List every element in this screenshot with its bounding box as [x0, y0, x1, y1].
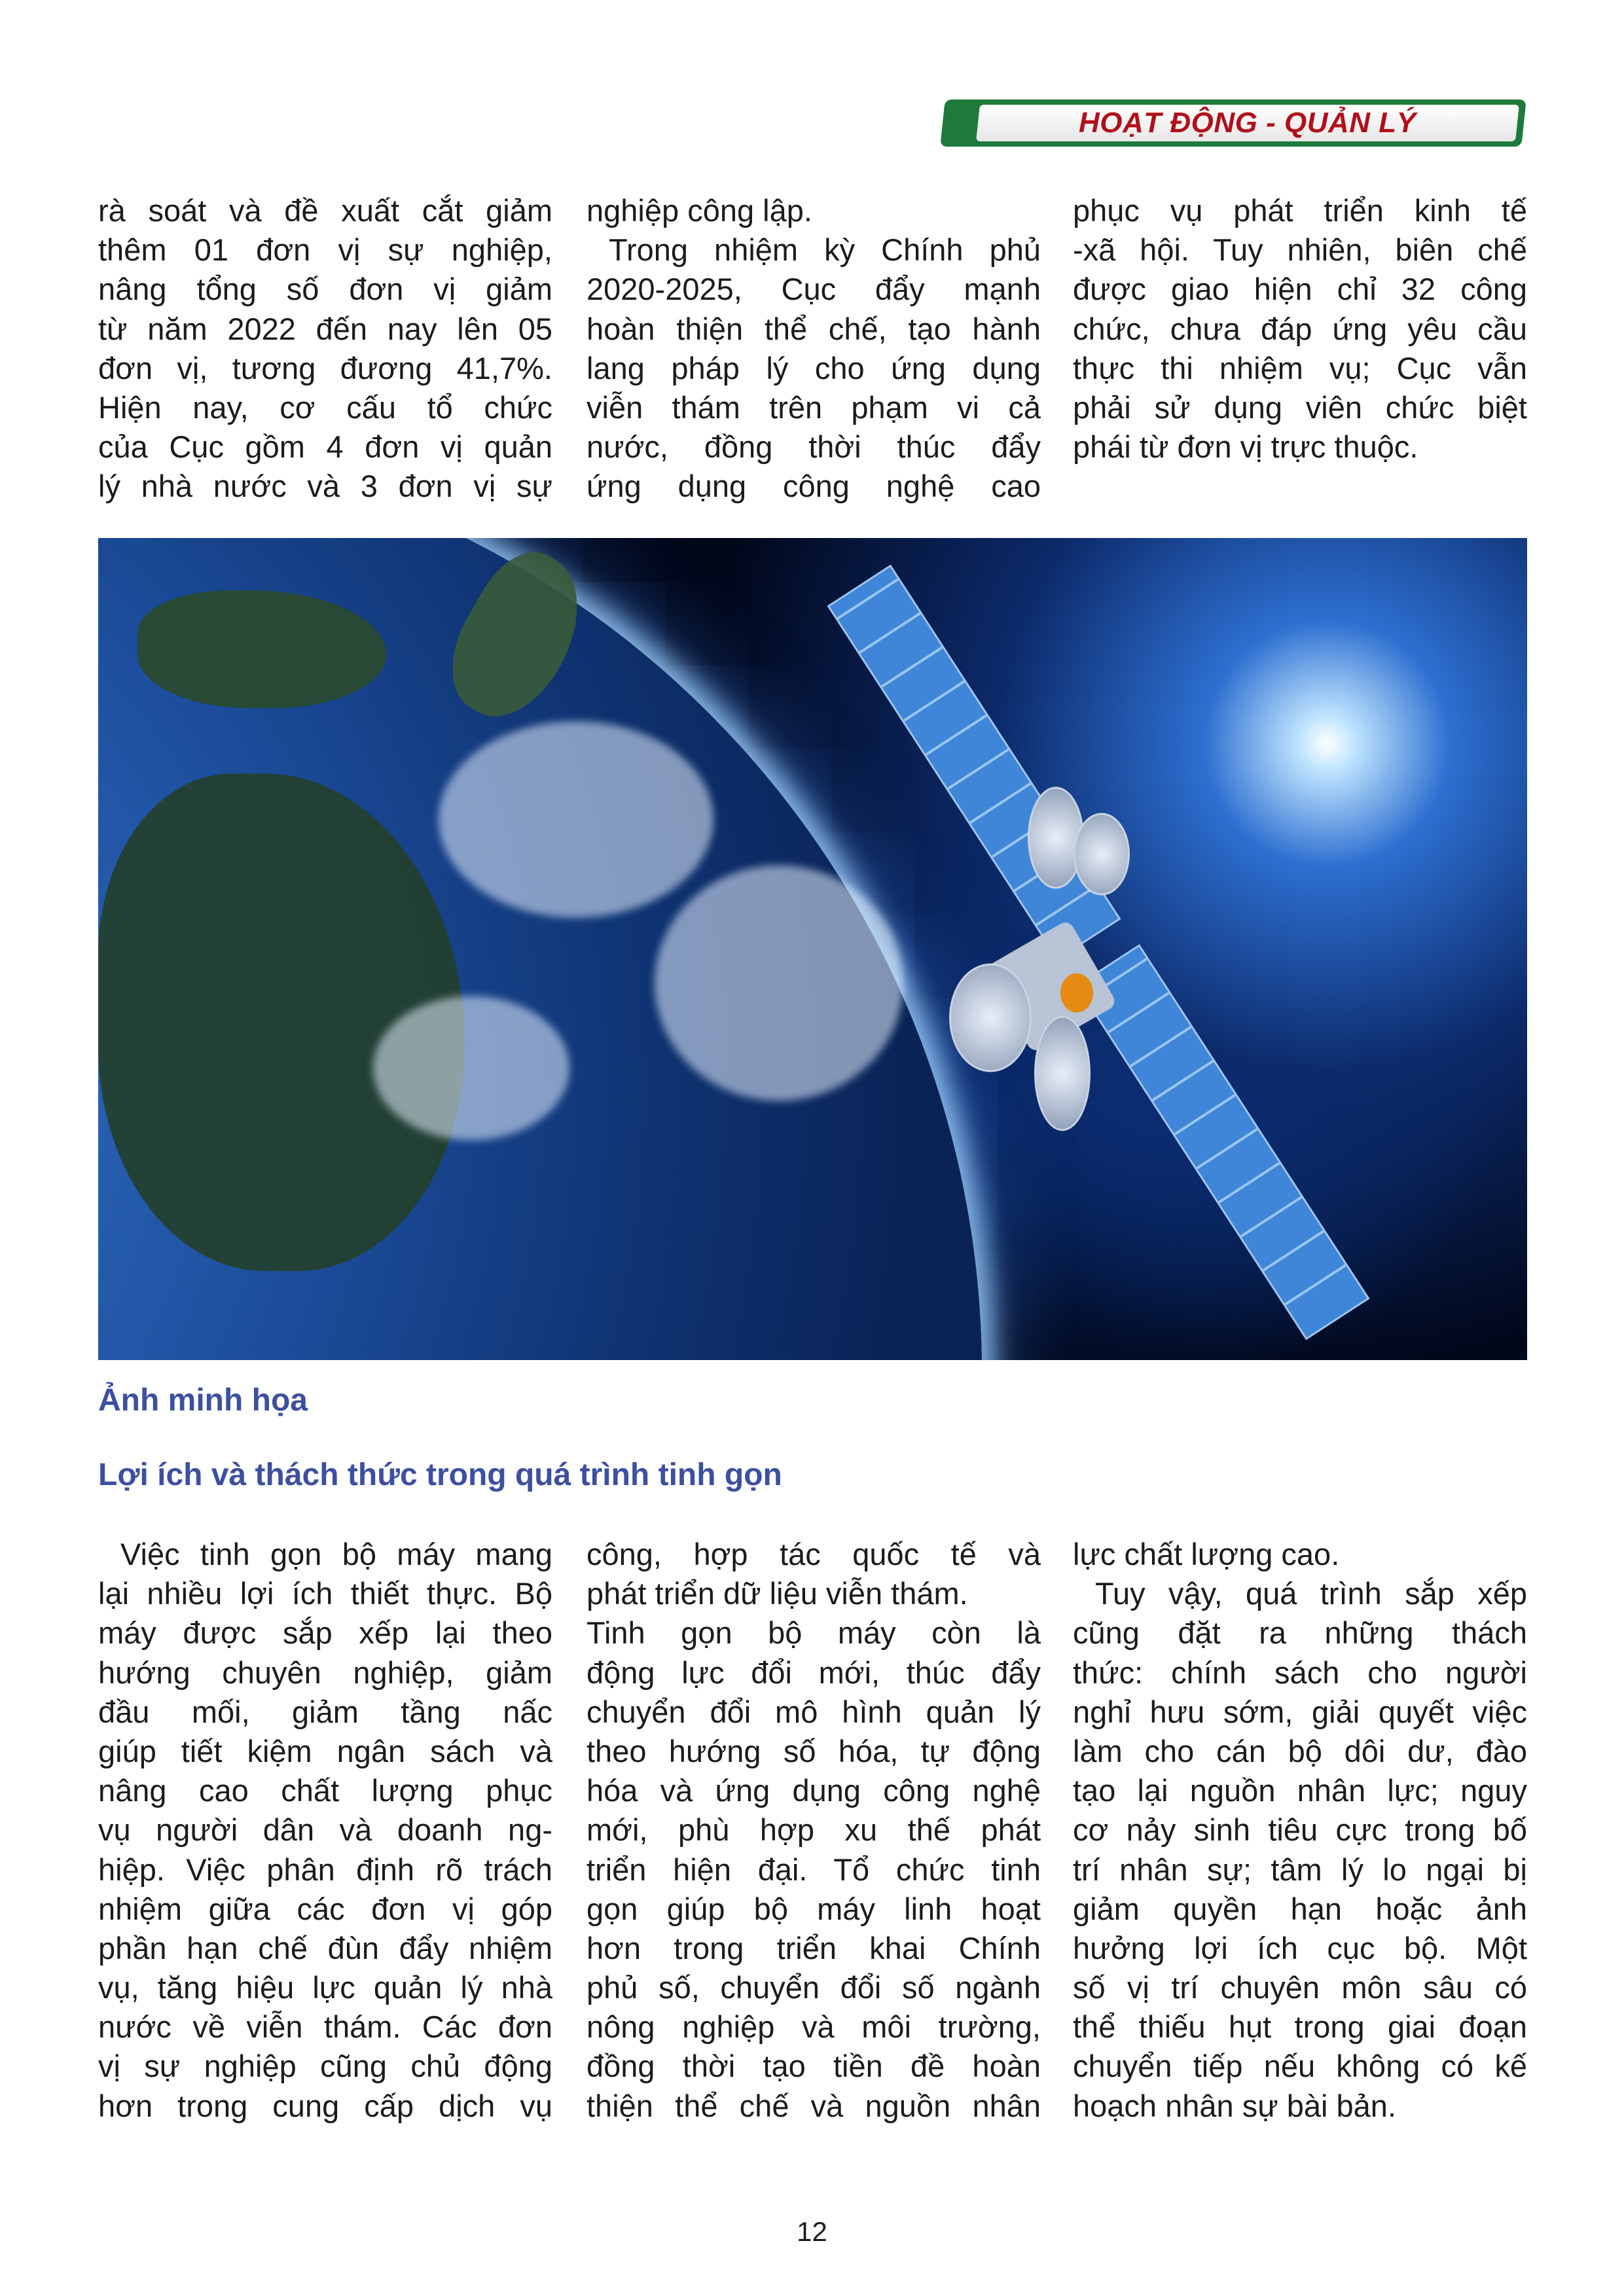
text-line: hưởng lợi ích cục bộ. Một: [1073, 1930, 1527, 1965]
text-line: máy được sắp xếp lại theo: [98, 1615, 552, 1651]
text-line: 2020-2025, Cục đẩy mạnh: [586, 272, 1041, 307]
text-line: chuyển tiếp nếu không có kế: [1073, 2049, 1527, 2084]
bottom-column-3: [1073, 1535, 1527, 2126]
text-line: hơn trong cung cấp dịch vụ: [98, 2088, 552, 2123]
satellite-earth-photo: [98, 538, 1527, 1360]
text-line: làm cho cán bộ dôi dư, đào: [1073, 1733, 1527, 1768]
text-line: chức, chưa đáp ứng yêu cầu: [1073, 311, 1527, 346]
text-line: nông nghiệp và môi trường,: [586, 2009, 1041, 2045]
top-column-3: [1073, 191, 1527, 467]
text-line: từ năm 2022 đến nay lên 05: [98, 311, 552, 346]
text-line: phục vụ phát triển kinh tế: [1073, 193, 1527, 228]
page-number: 12: [797, 2216, 827, 2247]
text-line: Hiện nay, cơ cấu tổ chức: [98, 389, 552, 425]
text-line: cũng đặt ra những thách: [1073, 1615, 1527, 1651]
text-line: vụ người dân và doanh ng-: [98, 1812, 552, 1848]
text-line: phần hạn chế đùn đẩy nhiệm: [98, 1930, 552, 1965]
text-line: nghiệp công lập.: [586, 193, 812, 228]
text-line: cơ nảy sinh tiêu cực trong bố: [1073, 1812, 1527, 1848]
text-line: lực chất lượng cao.: [1073, 1537, 1340, 1571]
section-header-banner: [940, 99, 1526, 147]
text-line: phái từ đơn vị trực thuộc.: [1073, 429, 1418, 465]
text-line: vụ, tăng hiệu lực quản lý nhà: [98, 1970, 552, 2005]
text-line: hoàn thiện thể chế, tạo hành: [586, 311, 1041, 346]
cloud: [655, 865, 903, 1101]
text-line: đầu mối, giảm tầng nấc: [98, 1694, 552, 1729]
antenna-dish: [1074, 813, 1130, 895]
text-line: động lực đổi mới, thúc đẩy: [586, 1655, 1041, 1690]
solar-panel-upper: [827, 565, 1121, 961]
bottom-column-2: [586, 1535, 1041, 2126]
text-line: hóa và ứng dụng công nghệ: [586, 1773, 1041, 1808]
text-line: giúp tiết kiệm ngân sách và: [98, 1733, 552, 1768]
text-line: giảm quyền hạn hoặc ảnh: [1073, 1891, 1527, 1926]
text-line: mới, phù hợp xu thế phát: [586, 1812, 1041, 1848]
text-line: tạo lại nguồn nhân lực; nguy: [1073, 1773, 1527, 1808]
top-column-2: [586, 191, 1041, 507]
text-line: trí nhân sự; tâm lý lo ngại bị: [1073, 1852, 1527, 1887]
photo-caption: Ảnh minh họa: [98, 1383, 308, 1418]
text-line: rà soát và đề xuất cắt giảm: [98, 193, 552, 228]
text-line: hiệp. Việc phân định rõ trách: [98, 1852, 552, 1887]
text-line: ứng dụng công nghệ cao: [586, 469, 1041, 504]
text-line: Tinh gọn bộ máy còn là: [586, 1615, 1041, 1651]
text-line: Tuy vậy, quá trình sắp xếp: [1095, 1576, 1527, 1611]
text-line: nhiệm giữa các đơn vị góp: [98, 1891, 552, 1926]
text-line: nâng cao chất lượng phục: [98, 1773, 552, 1808]
text-line: vị sự nghiệp cũng chủ động: [98, 2049, 552, 2084]
text-line: lại nhiều lợi ích thiết thực. Bộ: [98, 1576, 552, 1611]
text-line: thêm 01 đơn vị sự nghiệp,: [98, 232, 552, 268]
text-line: đơn vị, tương đương 41,7%.: [98, 350, 552, 386]
cloud: [373, 996, 569, 1140]
top-column-1: [98, 191, 552, 507]
section-heading: Lợi ích và thách thức trong quá trình tinh gọn: [98, 1458, 782, 1492]
text-line: thể thiếu hụt trong giai đoạn: [1073, 2009, 1527, 2045]
antenna-dish: [1034, 1016, 1091, 1131]
text-line: Việc tinh gọn bộ máy mang: [120, 1537, 552, 1571]
cloud: [439, 721, 713, 918]
text-line: nghỉ hưu sớm, giải quyết việc: [1073, 1694, 1527, 1729]
text-line: theo hướng số hóa, tự động: [586, 1733, 1041, 1768]
text-line: của Cục gồm 4 đơn vị quản: [98, 429, 552, 465]
text-line: hướng chuyên nghiệp, giảm: [98, 1655, 552, 1690]
antenna-dish: [949, 963, 1032, 1072]
text-line: -xã hội. Tuy nhiên, biên chế: [1073, 232, 1527, 268]
text-line: phủ số, chuyển đổi số ngành: [586, 1970, 1041, 2005]
text-line: hơn trong triển khai Chính: [586, 1930, 1041, 1965]
text-line: viễn thám trên phạm vi cả: [586, 389, 1041, 425]
section-header-plate: [976, 105, 1519, 141]
text-line: Trong nhiệm kỳ Chính phủ: [609, 232, 1041, 268]
text-line: đồng thời tạo tiền đề hoàn: [586, 2049, 1041, 2084]
text-line: công, hợp tác quốc tế và: [586, 1537, 1041, 1571]
text-line: được giao hiện chỉ 32 công: [1073, 272, 1527, 307]
text-line: lang pháp lý cho ứng dụng: [586, 350, 1041, 386]
text-line: hoạch nhân sự bài bản.: [1073, 2088, 1397, 2123]
text-line: nâng tổng số đơn vị giảm: [98, 272, 552, 307]
text-line: nước về viễn thám. Các đơn: [98, 2009, 552, 2045]
satellite-thermal-foil: [1060, 973, 1093, 1013]
bottom-column-1: [98, 1535, 552, 2126]
text-line: phát triển dữ liệu viễn thám.: [586, 1576, 968, 1611]
text-line: lý nhà nước và 3 đơn vị sự: [98, 469, 552, 504]
text-line: phải sử dụng viên chức biệt: [1073, 389, 1527, 425]
text-line: chuyển đổi mô hình quản lý: [586, 1694, 1041, 1729]
text-line: thức: chính sách cho người: [1073, 1655, 1527, 1690]
section-title: HOẠT ĐỘNG - QUẢN LÝ: [1079, 107, 1416, 139]
text-line: nước, đồng thời thúc đẩy: [586, 429, 1041, 465]
text-line: thiện thể chế và nguồn nhân: [586, 2088, 1041, 2123]
text-line: thực thi nhiệm vụ; Cục vẫn: [1073, 350, 1527, 386]
solar-panel-lower: [1075, 944, 1369, 1340]
text-line: số vị trí chuyên môn sâu có: [1073, 1970, 1527, 2005]
text-line: gọn giúp bộ máy linh hoạt: [586, 1891, 1041, 1926]
text-line: triển hiện đại. Tổ chức tinh: [586, 1852, 1041, 1887]
